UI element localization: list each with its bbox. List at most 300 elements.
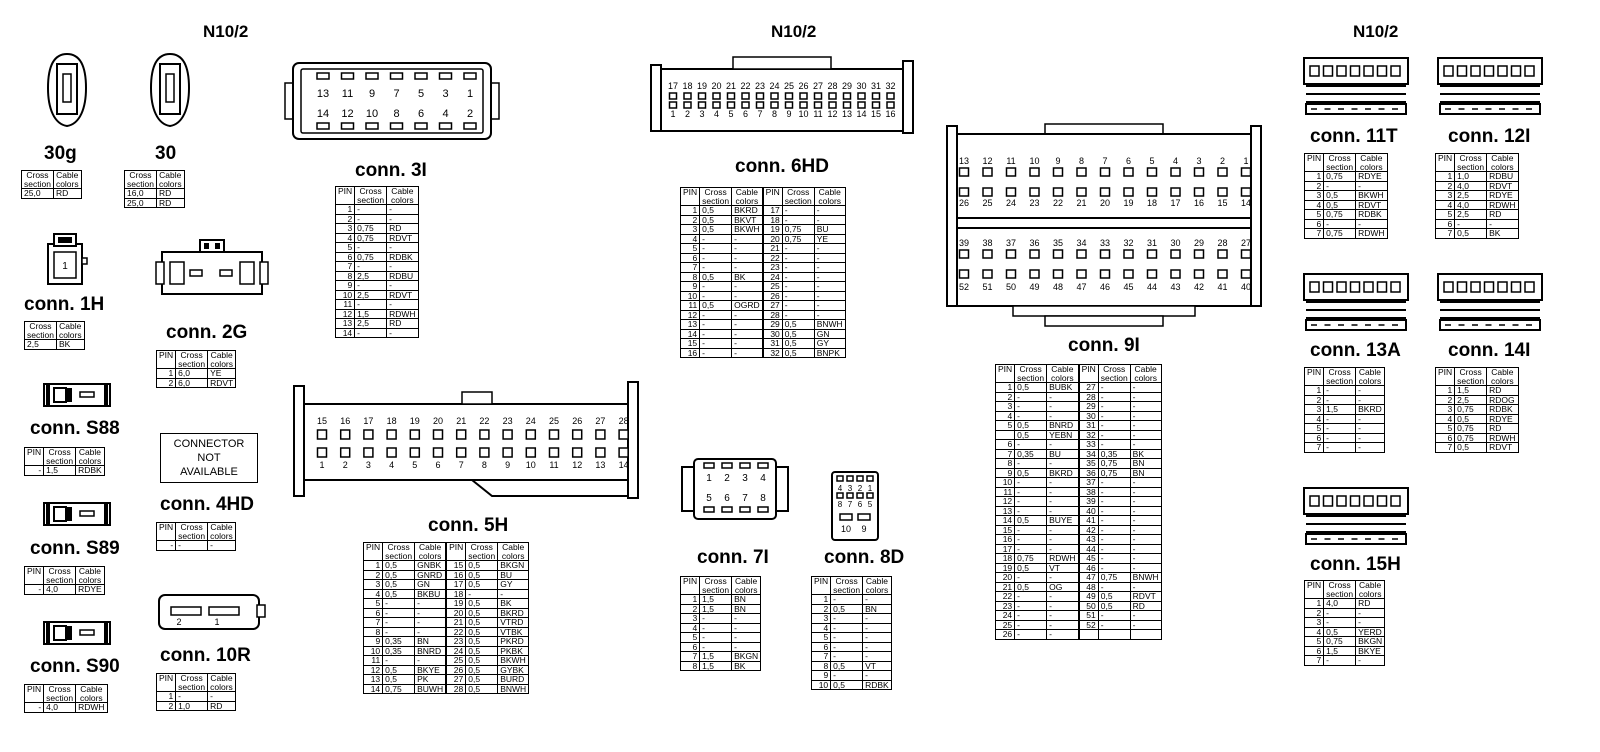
table-cell: -	[1015, 544, 1047, 554]
table-row	[1305, 656, 1385, 666]
pin-number: 17	[363, 416, 374, 426]
table-cell: GY	[498, 580, 529, 590]
pin-socket	[1525, 66, 1534, 76]
pin-number: 4	[442, 108, 449, 120]
table-cell: 0,75	[355, 233, 387, 243]
pin-number: 45	[1123, 282, 1134, 292]
table-cell: YE	[208, 369, 236, 379]
table-row	[336, 328, 419, 338]
pin-socket	[480, 430, 489, 439]
pin-socket	[1324, 496, 1333, 506]
pin-number: 15	[870, 109, 882, 119]
table-cell: 5	[1305, 637, 1324, 647]
table-cell: 2,5	[355, 319, 387, 329]
table-cell: -	[732, 642, 761, 652]
table-cell: -	[1487, 219, 1518, 229]
table-cell: BKBU	[415, 589, 446, 599]
pin-socket	[1498, 282, 1507, 292]
table-cell: 42	[1079, 525, 1099, 535]
pin-number: 1	[62, 261, 68, 272]
conn-7i-table	[680, 576, 761, 671]
table-cell: 7	[336, 262, 355, 272]
table-cell: 2,5	[355, 290, 387, 300]
pin-number: 19	[1123, 198, 1134, 208]
table-cell: -	[1098, 544, 1130, 554]
table-cell: BN	[1130, 459, 1161, 469]
table-cell: 5	[812, 633, 831, 643]
table-cell: 0,75	[1455, 433, 1487, 443]
table-cell: 29	[1079, 402, 1099, 412]
pin-socket	[1030, 270, 1039, 278]
pin-socket	[1007, 250, 1016, 258]
table-cell: 4	[1305, 627, 1324, 637]
table-cell: 24	[446, 646, 466, 656]
table-row	[336, 300, 419, 310]
pin-number: 16	[885, 109, 896, 119]
table-row	[22, 189, 82, 199]
table-cell: 41	[1079, 516, 1099, 526]
pin-socket	[317, 123, 329, 129]
table-cell: 1	[812, 595, 831, 605]
conn-14i-table	[1435, 367, 1519, 453]
table-cell: 14	[681, 329, 700, 339]
table-cell: 1,5	[700, 595, 732, 605]
table-row	[364, 580, 529, 590]
table-cell: 28	[763, 310, 783, 320]
table-cell: 14	[336, 328, 355, 338]
pin-number: 31	[870, 81, 882, 91]
pin-socket	[757, 102, 764, 108]
table-cell: -	[1455, 219, 1487, 229]
pin-number: 7	[393, 88, 400, 100]
pin-socket	[1171, 250, 1180, 258]
pin-number: 24	[525, 416, 536, 426]
table-row	[996, 440, 1162, 450]
table-cell: 2	[996, 392, 1015, 402]
pin-socket	[1378, 282, 1387, 292]
table-cell: 0,5	[1015, 430, 1047, 440]
pin-socket	[1458, 282, 1467, 292]
pin-socket	[1171, 270, 1180, 278]
table-row	[1436, 386, 1519, 396]
table-cell: RDBK	[76, 466, 105, 476]
table-cell: -	[814, 253, 845, 263]
table-cell: 8	[681, 272, 700, 282]
table-row	[25, 340, 85, 350]
conn-5h-label: conn. 5H	[428, 515, 509, 536]
conn-5h-table	[363, 542, 529, 694]
table-cell: 0,5	[466, 570, 498, 580]
table-cell: 0,75	[355, 224, 387, 234]
table-cell: 6	[681, 253, 700, 263]
table-cell	[1098, 630, 1130, 640]
table-cell: RDYE	[1487, 191, 1518, 201]
pin-number: 14	[316, 108, 330, 120]
section-header-1: N10/2	[203, 22, 249, 41]
table-cell: 4	[681, 234, 700, 244]
table-cell: RDYE	[1487, 414, 1518, 424]
table-cell: 4	[1436, 200, 1455, 210]
table-row	[812, 614, 892, 624]
table-cell: 3	[1305, 405, 1324, 415]
pin-number: 4	[713, 109, 720, 119]
table-cell: 0,75	[1455, 424, 1487, 434]
table-cell: -	[1047, 497, 1079, 507]
table-cell: BU	[1047, 449, 1079, 459]
col-header-cable-colors: Cable colors	[1356, 581, 1385, 599]
table-row	[157, 701, 236, 711]
table-cell: 1,5	[700, 652, 732, 662]
pin-socket	[434, 430, 443, 439]
conn-12i-label: conn. 12I	[1448, 126, 1531, 147]
pin-number: 7	[847, 500, 853, 509]
pin-number: 14	[1240, 198, 1252, 208]
table-cell: 0,5	[1098, 592, 1130, 602]
pin-number: 21	[456, 416, 467, 426]
table-cell: 2	[157, 378, 176, 388]
table-cell: BKWH	[1356, 191, 1387, 201]
table-cell: 7	[681, 652, 700, 662]
pin-socket	[1391, 496, 1400, 506]
pin-socket	[1007, 168, 1016, 176]
pin-number: 2	[1219, 156, 1226, 166]
table-cell: -	[1130, 392, 1161, 402]
table-cell: 23	[996, 601, 1015, 611]
table-cell: 13	[996, 506, 1015, 516]
pin-socket	[1077, 250, 1086, 258]
pin-number: 5	[728, 109, 734, 119]
col-header-cross-section: Cross section	[782, 188, 814, 206]
col-header-cable-colors: Cable colors	[1356, 368, 1385, 386]
col-header-cross-section: Cross section	[44, 685, 76, 703]
pin-number: 25	[783, 81, 795, 91]
table-cell: 9	[336, 281, 355, 291]
pin-number: 27	[595, 416, 606, 426]
table-cell: -	[1324, 424, 1356, 434]
table-cell: 9	[812, 671, 831, 681]
table-cell: 16	[681, 348, 700, 358]
table-cell: BUYE	[1047, 516, 1079, 526]
table-cell: -	[700, 614, 732, 624]
pin-socket	[1364, 496, 1373, 506]
pin-socket	[1007, 188, 1016, 196]
table-cell: 10	[681, 291, 700, 301]
table-cell: GNBK	[415, 561, 446, 571]
table-cell: PK	[415, 675, 446, 685]
table-cell: 25	[446, 656, 466, 666]
conn-9i-table	[995, 364, 1162, 640]
table-cell: 0,5	[831, 604, 863, 614]
table-cell: 22	[446, 627, 466, 637]
col-header-cable-colors: Cable colors	[814, 188, 845, 206]
table-cell: -	[814, 244, 845, 254]
pin-socket	[728, 102, 735, 108]
pin-socket	[1444, 282, 1453, 292]
table-cell: OGRD	[732, 301, 763, 311]
table-row	[157, 369, 236, 379]
table-cell: RDBK	[1487, 405, 1518, 415]
pin-socket	[391, 73, 403, 79]
pin-socket	[1148, 168, 1157, 176]
pin-number: 50	[1005, 282, 1017, 292]
table-cell: -	[831, 642, 863, 652]
pin-number: 19	[409, 416, 420, 426]
table-cell: -	[732, 253, 763, 263]
pin-number: 48	[1052, 282, 1064, 292]
pin-socket	[847, 493, 853, 498]
table-cell: 12	[364, 665, 383, 675]
table-cell: 2	[336, 214, 355, 224]
table-cell: 0,5	[1015, 468, 1047, 478]
table-cell: 45	[1079, 554, 1099, 564]
table-cell: 21	[763, 244, 783, 254]
table-cell: -	[355, 214, 387, 224]
pin-socket	[503, 448, 512, 457]
connector-8d-drawing	[830, 470, 880, 542]
conn-1h-label: conn. 1H	[24, 294, 105, 315]
table-row	[1436, 405, 1519, 415]
table-cell: -	[1098, 611, 1130, 621]
pin-socket	[415, 73, 427, 79]
table-cell: -	[863, 633, 892, 643]
table-cell: -	[700, 263, 732, 273]
table-cell: -	[1015, 497, 1047, 507]
table-cell: 10	[996, 478, 1015, 488]
table-cell: 2,5	[1455, 395, 1487, 405]
col-header-cross-section: Cross section	[176, 351, 208, 369]
conn-11t-label: conn. 11T	[1310, 126, 1398, 147]
table-cell: 0,75	[1098, 468, 1130, 478]
connector-30-drawing	[145, 50, 195, 130]
pin-number: 6	[417, 108, 425, 120]
table-cell: -	[1130, 554, 1161, 564]
pin-socket	[464, 123, 476, 129]
table-cell: YEBN	[1047, 430, 1079, 440]
table-cell: RD	[53, 189, 81, 199]
table-cell: 47	[1079, 573, 1099, 583]
table-cell: 5	[681, 244, 700, 254]
table-cell: -	[1015, 459, 1047, 469]
table-cell: -	[782, 310, 814, 320]
table-cell: 20	[763, 234, 783, 244]
table-cell: -	[782, 206, 814, 216]
table-cell: -	[355, 262, 387, 272]
pin-socket	[1324, 66, 1333, 76]
table-cell: RD	[1487, 386, 1518, 396]
pin-number: 1	[670, 109, 676, 119]
col-header-cross-section: Cross section	[831, 577, 863, 595]
table-cell: 2	[1436, 395, 1455, 405]
table-cell: OG	[1047, 582, 1079, 592]
table-cell: 2	[681, 215, 700, 225]
table-cell: 1	[1436, 172, 1455, 182]
table-cell: BKVT	[732, 215, 763, 225]
table-cell: -	[1047, 601, 1079, 611]
pin-number: 26	[798, 81, 809, 91]
col-header-cross-section: Cross section	[1098, 365, 1130, 383]
table-cell: 20	[996, 573, 1015, 583]
table-cell: PKRD	[498, 637, 529, 647]
pin-socket	[684, 93, 691, 99]
table-cell: -	[732, 282, 763, 292]
table-cell: -	[1130, 582, 1161, 592]
table-cell: -	[1047, 411, 1079, 421]
pin-number: 9	[368, 88, 376, 100]
table-cell: 16	[446, 570, 466, 580]
table-cell: BNWH	[814, 320, 845, 330]
table-cell: -	[1047, 592, 1079, 602]
table-cell: -	[1047, 525, 1079, 535]
pin-number: 13	[595, 460, 606, 470]
table-cell: 0,5	[700, 301, 732, 311]
pin-number: 1	[1243, 156, 1249, 166]
table-cell: 35	[1079, 459, 1099, 469]
table-cell: RDWH	[76, 703, 107, 713]
table-row	[996, 525, 1162, 535]
col-header-cable-colors: Cable colors	[1487, 154, 1518, 172]
table-row	[996, 516, 1162, 526]
pin-socket	[887, 102, 894, 108]
table-row	[157, 378, 236, 388]
col-header-pin: PIN	[1436, 154, 1455, 172]
col-header-cross-section: Cross section	[1324, 581, 1356, 599]
section-header-2: N10/2	[771, 22, 817, 41]
table-cell: GN	[415, 580, 446, 590]
table-cell: BUWH	[415, 684, 446, 694]
table-cell: -	[700, 253, 732, 263]
table-row	[996, 573, 1162, 583]
table-cell: 19	[996, 563, 1015, 573]
pin-number: 11	[549, 460, 559, 470]
pin-number: 46	[1099, 282, 1111, 292]
table-cell: BKRD	[732, 206, 763, 216]
pin-socket	[342, 123, 354, 129]
col-header-pin: PIN	[1305, 581, 1324, 599]
pin-socket	[847, 476, 853, 481]
table-cell: 3	[1305, 618, 1324, 628]
table-cell: 0,5	[466, 599, 498, 609]
connector-9i-drawing	[945, 122, 1263, 330]
conn-30-table	[124, 170, 185, 208]
table-cell: -	[1098, 487, 1130, 497]
conn-10r-label: conn. 10R	[160, 645, 251, 666]
pin-socket	[1054, 270, 1063, 278]
pin-socket	[1391, 66, 1400, 76]
table-cell: 1	[1305, 386, 1324, 396]
col-header-cable-colors: Cable colors	[56, 322, 84, 340]
table-cell: -	[1324, 219, 1356, 229]
col-header-cable-colors: Cable colors	[732, 577, 761, 595]
pin-number: 11	[341, 88, 354, 100]
pin-socket	[1364, 66, 1373, 76]
col-header-cross-section: Cross section	[383, 543, 415, 561]
table-cell: -	[1015, 402, 1047, 412]
col-header-pin: PIN	[1305, 154, 1324, 172]
pin-socket	[742, 93, 749, 99]
table-cell: 21	[446, 618, 466, 628]
table-cell: -	[1356, 656, 1385, 666]
pin-socket	[366, 73, 378, 79]
pin-socket	[341, 448, 350, 457]
table-cell: -	[1047, 487, 1079, 497]
table-cell: -	[498, 589, 529, 599]
pin-number: 10	[525, 460, 536, 470]
table-row	[812, 595, 892, 605]
pin-socket	[1101, 168, 1110, 176]
table-row	[364, 684, 529, 694]
table-cell: 4,0	[44, 703, 76, 713]
table-cell: 7	[364, 618, 383, 628]
pin-socket	[1242, 188, 1251, 196]
table-cell: 0,5	[831, 680, 863, 690]
pin-number: 21	[1076, 198, 1087, 208]
pin-number: 17	[1170, 198, 1181, 208]
table-cell: -	[814, 272, 845, 282]
table-cell: -	[1015, 630, 1047, 640]
pin-number: 23	[754, 81, 766, 91]
table-cell: BU	[498, 570, 529, 580]
col-header-cable-colors: Cable colors	[53, 171, 81, 189]
table-cell: 3	[336, 224, 355, 234]
conn-s89-table	[24, 566, 105, 595]
table-cell: 5	[364, 599, 383, 609]
table-cell: -	[831, 623, 863, 633]
pin-socket	[1485, 282, 1494, 292]
conn-13a-table	[1304, 367, 1385, 453]
col-header-cable-colors: Cable colors	[732, 188, 763, 206]
pin-number: 47	[1076, 282, 1087, 292]
table-cell: -	[1015, 535, 1047, 545]
pin-number: 35	[1052, 238, 1064, 248]
table-row	[996, 430, 1162, 440]
pin-socket	[318, 448, 327, 457]
table-row	[364, 637, 529, 647]
table-cell: 0,5	[1455, 443, 1487, 453]
pin-socket	[867, 476, 873, 481]
conn-3i-label: conn. 3I	[355, 160, 427, 181]
table-cell: -	[831, 633, 863, 643]
table-row	[996, 497, 1162, 507]
table-cell: 1	[157, 692, 176, 702]
col-header-cable-colors: Cable colors	[208, 523, 236, 541]
pin-socket	[1324, 282, 1333, 292]
pin-number: 28	[827, 81, 838, 91]
table-cell: 0,35	[1098, 449, 1130, 459]
table-row	[681, 234, 846, 244]
pin-socket	[771, 102, 778, 108]
table-cell: 6	[1305, 646, 1324, 656]
pin-number: 18	[682, 81, 693, 91]
table-cell: 9	[364, 637, 383, 647]
col-header-cable-colors: Cable colors	[76, 685, 107, 703]
conn-s88-label: conn. S88	[30, 418, 120, 439]
table-cell: 36	[1079, 468, 1099, 478]
pin-number: 11	[1006, 156, 1016, 166]
table-cell: 0,35	[383, 646, 415, 656]
table-cell: 1	[336, 205, 355, 215]
table-cell: -	[732, 320, 763, 330]
table-cell: 30	[763, 329, 783, 339]
conn-30-label: 30	[155, 143, 177, 164]
table-row	[681, 348, 846, 358]
pin-number: 6	[742, 109, 749, 119]
col-header-pin: PIN	[25, 685, 44, 703]
pin-number: 4	[1172, 156, 1179, 166]
pin-socket	[1337, 66, 1346, 76]
table-cell: 1	[364, 561, 383, 571]
pin-number: 33	[1099, 238, 1111, 248]
pin-number: 1	[319, 460, 325, 470]
